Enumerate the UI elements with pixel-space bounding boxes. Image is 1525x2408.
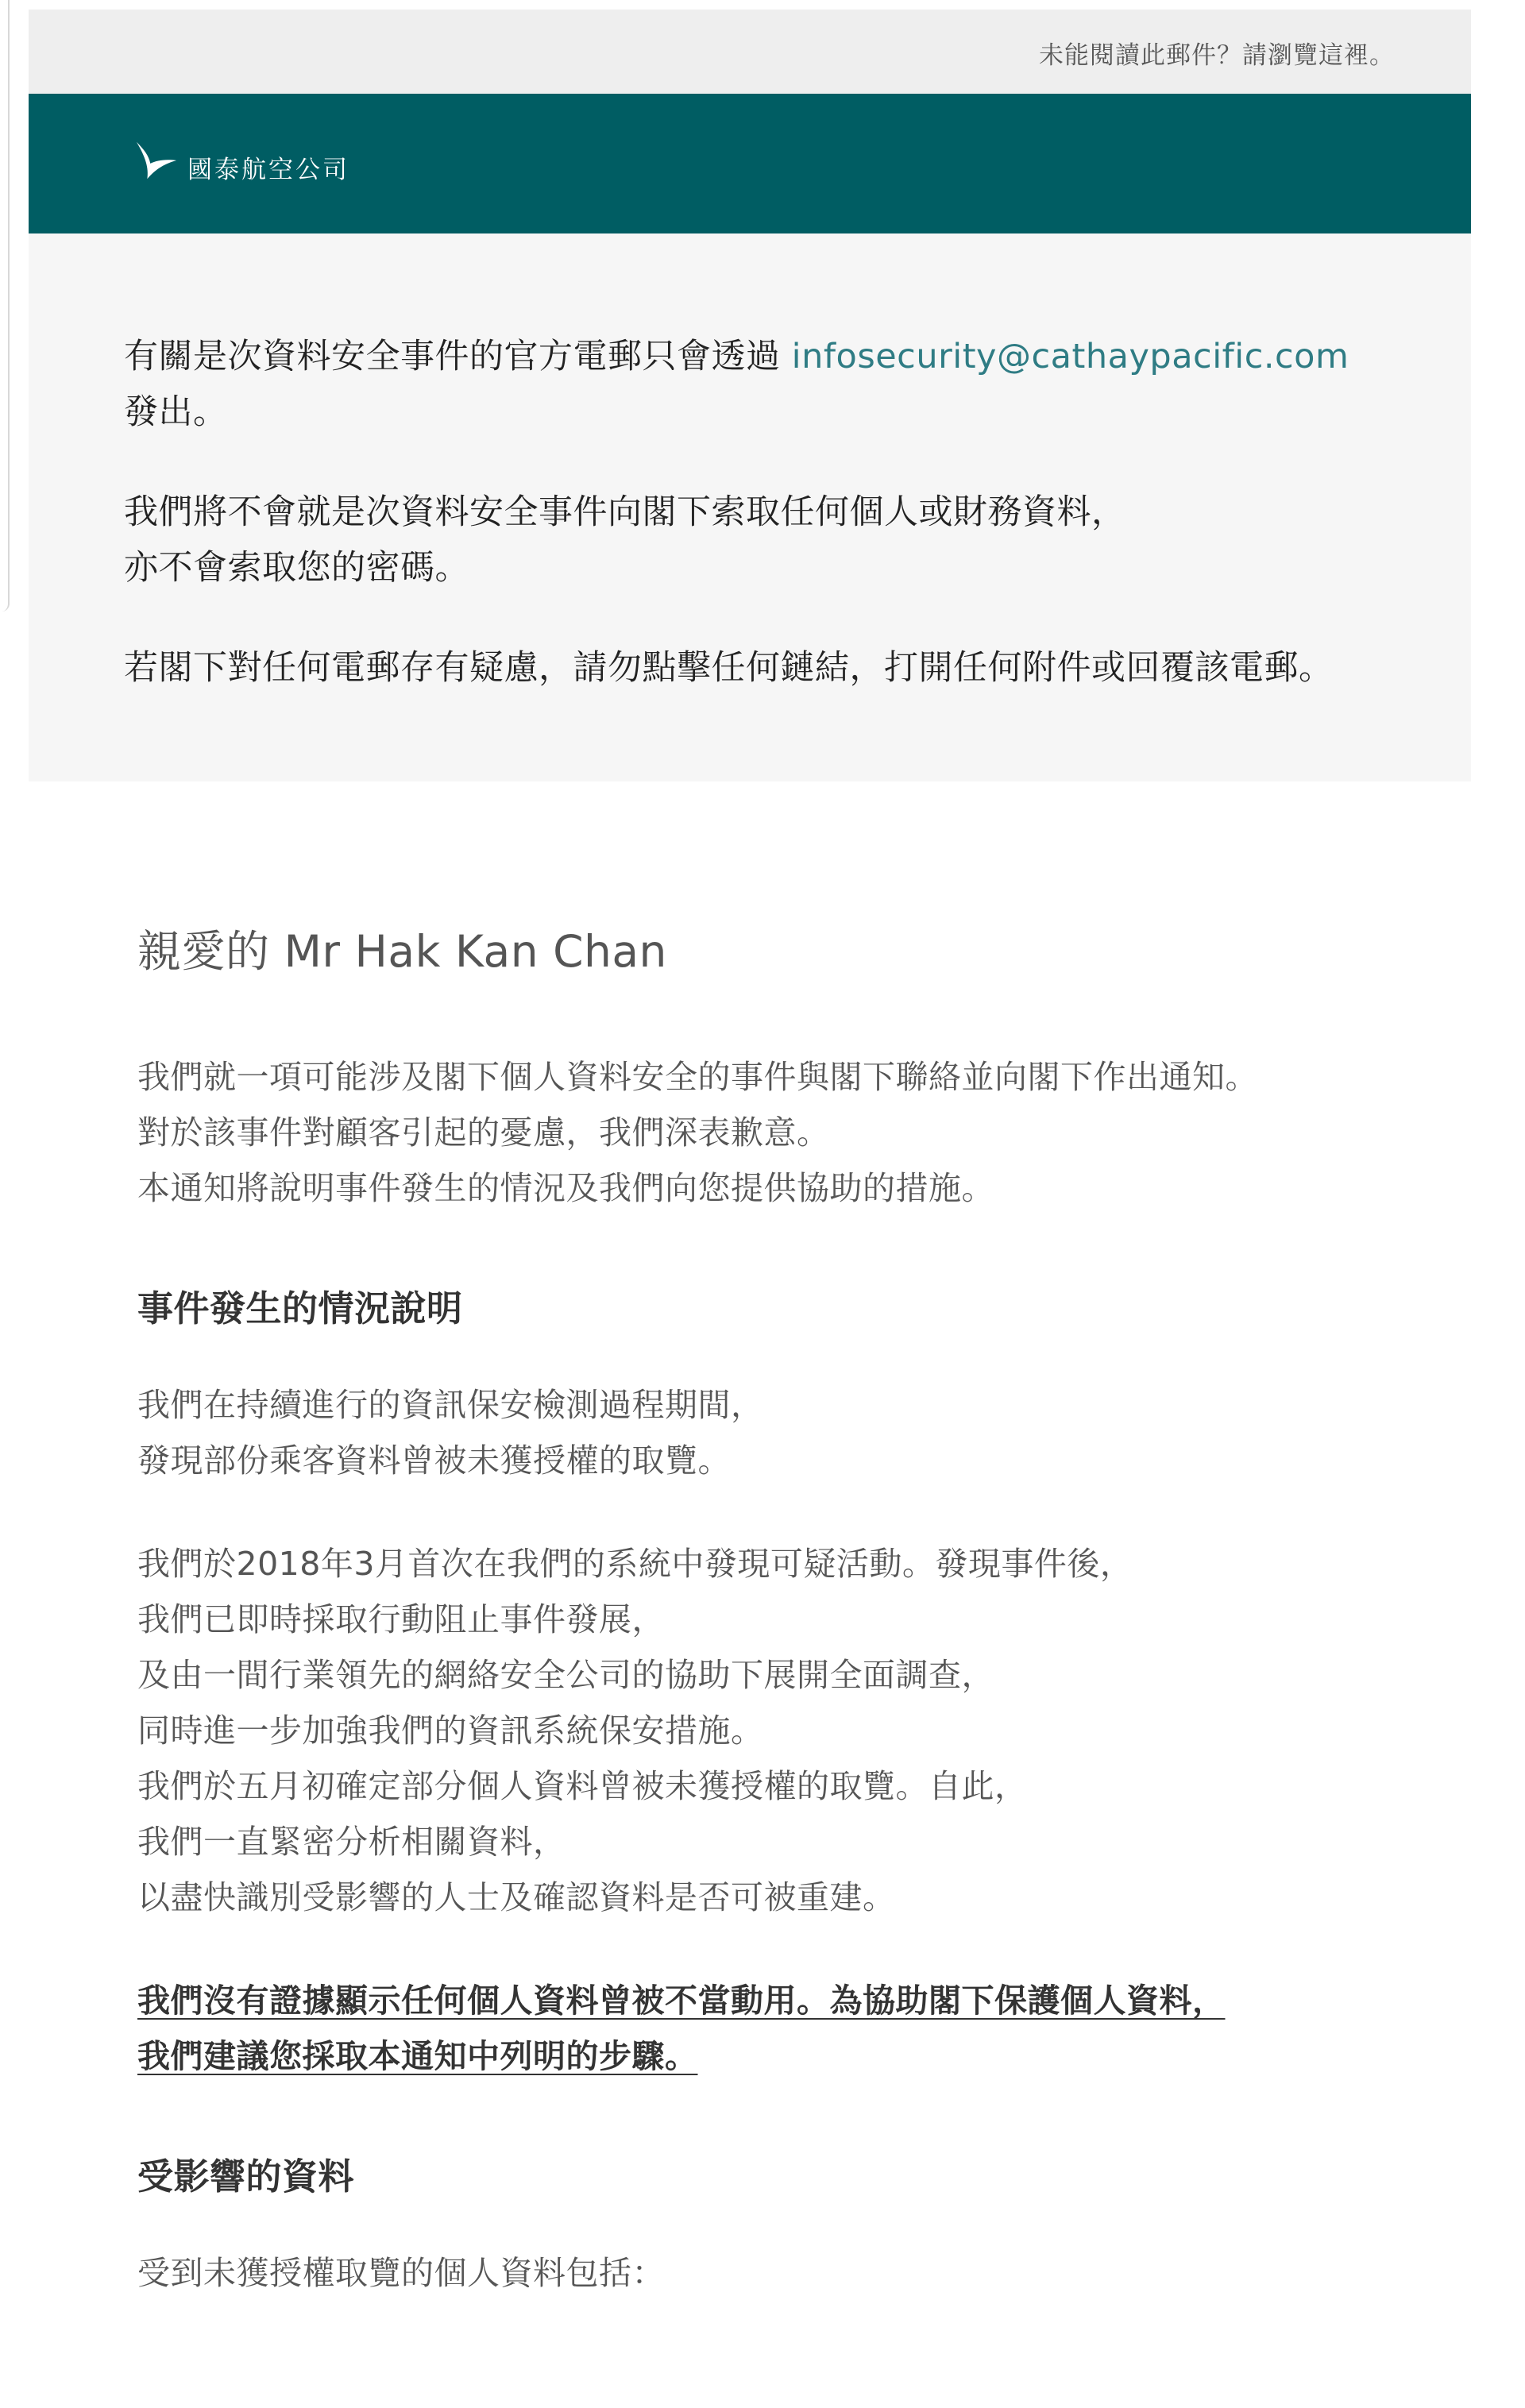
intro-line: 我們就一項可能涉及閣下個人資料安全的事件與閣下聯絡並向閣下作出通知。 — [137, 1058, 1258, 1096]
section-heading-affected-data: 受影響的資料 — [137, 2155, 355, 2198]
incident-paragraph-2 — [137, 1536, 1471, 1925]
notice-official-email — [124, 329, 1471, 440]
brand-header — [29, 94, 1471, 233]
infosecurity-email-link[interactable]: infosecurity@cathaypacific.com — [791, 337, 1349, 376]
intro-line: 對於該事件對顧客引起的憂慮，我們深表歉意。 — [137, 1113, 830, 1152]
highlight-paragraph — [137, 1973, 1471, 2084]
affected-data-intro: 受到未獲授權取覽的個人資料包括： — [137, 2254, 665, 2292]
notice-do-not-click: 若閣下對任何電郵存有疑慮，請勿點擊任何鏈結，打開任何附件或回覆該電郵。 — [124, 648, 1334, 688]
incident-line: 我們於2018年3月首次在我們的系統中發現可疑活動。發現事件後， — [137, 1545, 1133, 1583]
incident-line: 我們已即時採取行動阻止事件發展， — [137, 1600, 665, 1638]
letter-content — [29, 781, 1471, 2301]
highlight-line: 我們沒有證據顯示任何個人資料曾被不當動用。為協助閣下保護個人資料， — [137, 1982, 1226, 2020]
incident-line: 發現部份乘客資料曾被未獲授權的取覽。 — [137, 1441, 731, 1480]
intro-line: 本通知將說明事件發生的情況及我們向您提供協助的措施。 — [137, 1169, 994, 1207]
security-notice-box — [29, 233, 1471, 781]
notice-para1-prefix: 有關是次資料安全事件的官方電郵只會透過 — [124, 337, 792, 376]
incident-line: 及由一間行業領先的網絡安全公司的協助下展開全面調查， — [137, 1656, 994, 1694]
incident-paragraph-1 — [137, 1377, 1471, 1488]
notice-no-personal-info — [124, 484, 1471, 596]
incident-line: 我們於五月初確定部分個人資料曾被未獲授權的取覽。自此， — [137, 1767, 1028, 1805]
notice-para1-suffix: 發出。 — [124, 392, 228, 432]
greeting: 親愛的 Mr Hak Kan Chan — [137, 926, 667, 977]
notice-para2-line2: 亦不會索取您的密碼。 — [124, 548, 469, 588]
incident-line: 我們一直緊密分析相關資料， — [137, 1823, 566, 1861]
notice-para2-line1: 我們將不會就是次資料安全事件向閣下索取任何個人或財務資料， — [124, 492, 1126, 532]
window-edge — [0, 0, 10, 612]
brand-name: 國泰航空公司 — [187, 156, 349, 184]
section-heading-incident: 事件發生的情況說明 — [137, 1287, 463, 1329]
preheader-bar — [29, 10, 1471, 94]
brushwing-icon — [133, 137, 180, 183]
brand-logo[interactable] — [133, 135, 349, 185]
view-in-browser-link[interactable]: 未能閱讀此郵件？請瀏覽這裡。 — [1039, 41, 1395, 70]
email-body — [29, 10, 1471, 2408]
incident-line: 我們在持續進行的資訊保安檢測過程期間， — [137, 1386, 764, 1424]
incident-line: 同時進一步加強我們的資訊系統保安措施。 — [137, 1711, 764, 1750]
incident-line: 以盡快識別受影響的人士及確認資料是否可被重建。 — [137, 1878, 896, 1916]
highlight-line: 我們建議您採取本通知中列明的步驟。 — [137, 2037, 698, 2075]
intro-paragraph — [137, 1049, 1471, 1216]
